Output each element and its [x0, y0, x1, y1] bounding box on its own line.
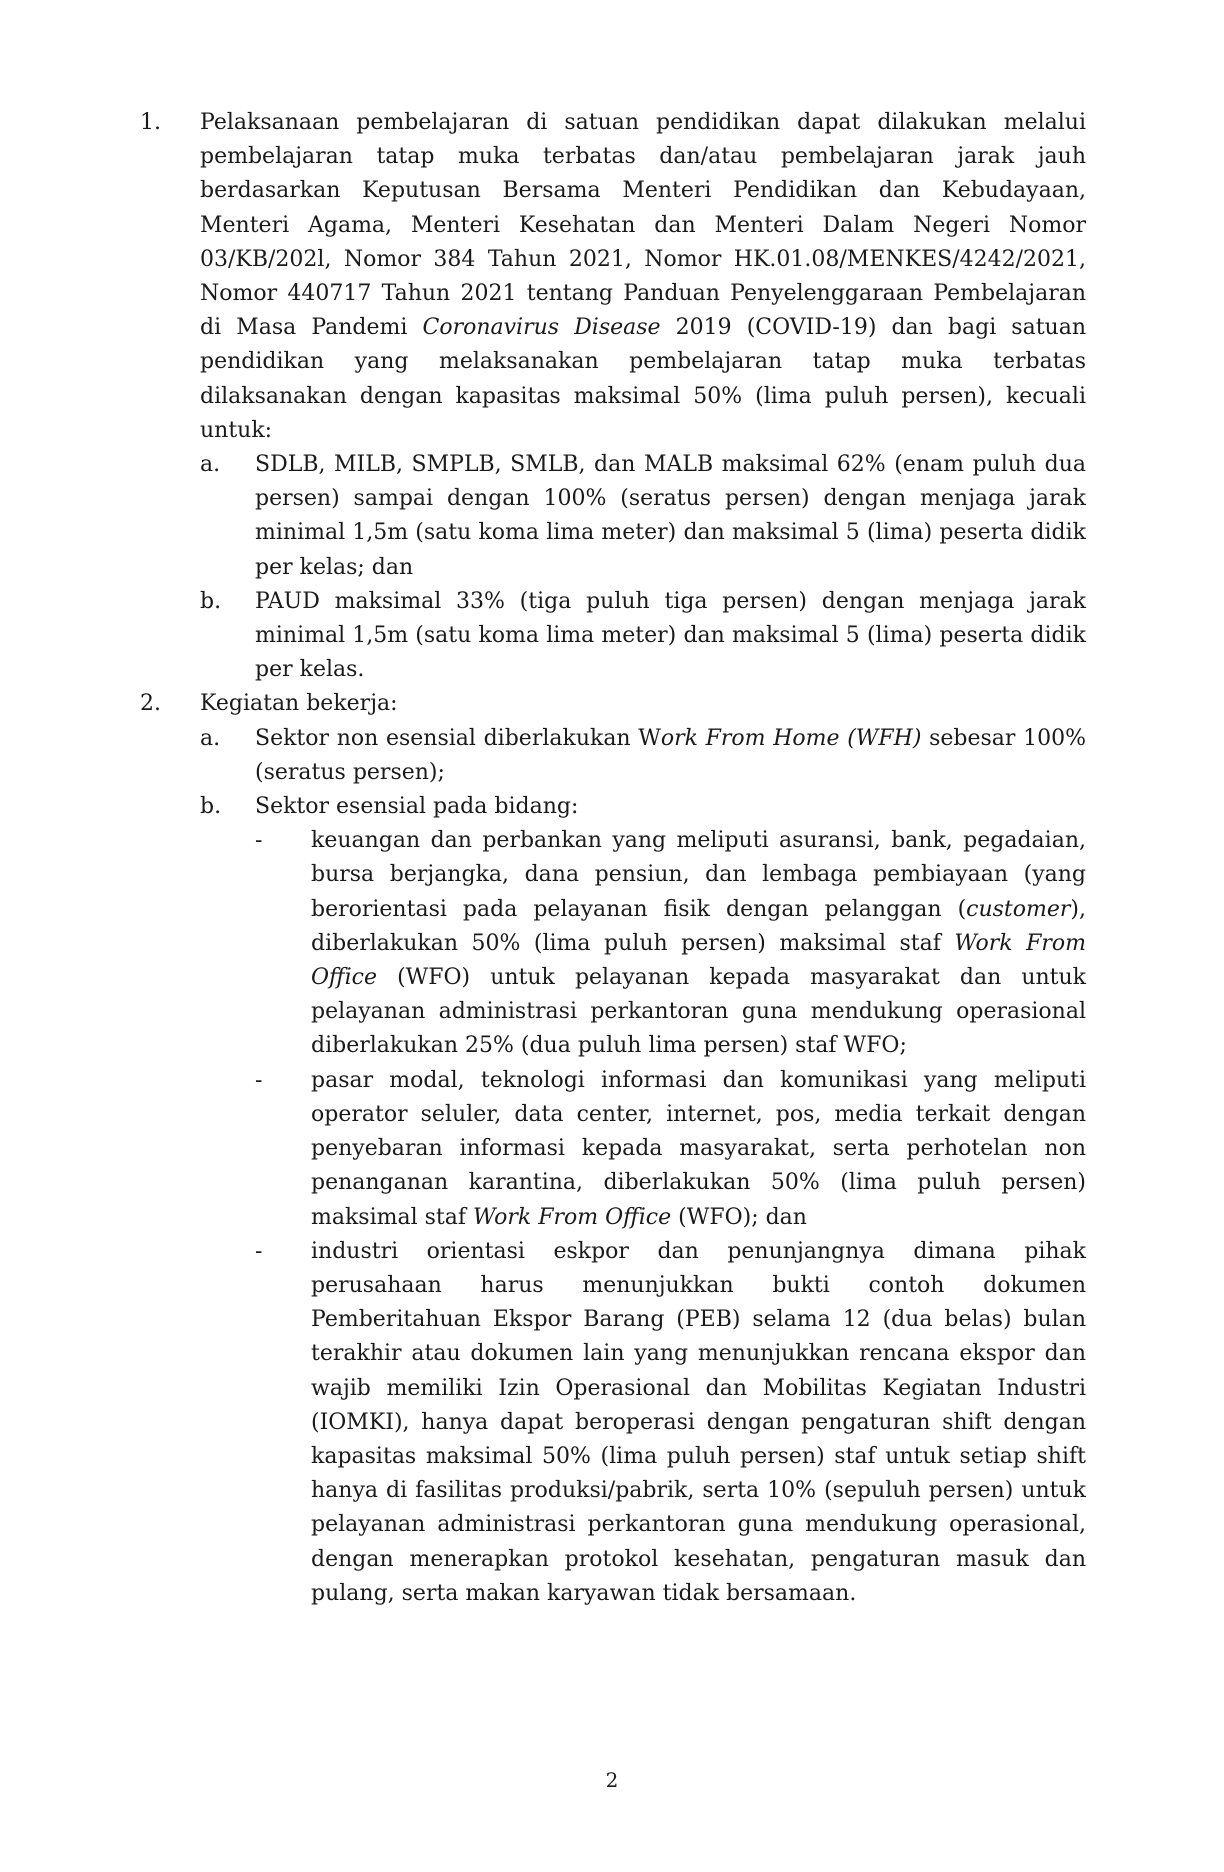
italic-text: customer [966, 896, 1071, 922]
sub-item-text: Sektor esensial pada bidang: [255, 794, 579, 820]
bullet-item-keuangan [255, 824, 1086, 1063]
text-run: (WFO) untuk pelayanan kepada masyarakat dan untuk pelayanan administrasi perkantoran guna mendukung operasional diberlakukan 25% (dua puluh lima persen) staf WFO; [311, 965, 1086, 1059]
list-marker: - [255, 828, 263, 854]
italic-text: Work From Office [473, 1204, 672, 1230]
sub-item-2a [200, 722, 1086, 790]
list-item-1 [140, 106, 1086, 687]
text-run: pasar modal, teknologi informasi dan komunikasi yang meliputi operator seluler, data center, internet, pos, media terkait dengan penyebaran informasi kepada masyarakat, serta perhotelan non penanganan karantina, diberlakukan 50% (lima puluh persen) maksimal staf [311, 1067, 1086, 1230]
list-marker: a. [200, 725, 221, 751]
bullet-item-industri [255, 1235, 1086, 1611]
page-number: 2 [605, 1768, 619, 1792]
text-run: Pelaksanaan pembelajaran di satuan pendidikan dapat dilakukan melalui pembelajaran tatap muka terbatas dan/atau pembelajaran jarak jauh berdasarkan Keputusan Bersama Menteri Pendidikan dan Kebudayaan, Menteri Agama, Menteri Kesehatan dan Menteri Dalam Negeri Nomor 03/KB/202l, Nomor 384 Tahun 2021, Nomor HK.01.08/MENKES/4242/2021, Nomor 440717 Tahun 2021 tentang Panduan Penyelenggaraan Pembelajaran di Masa Pandemi [200, 110, 1086, 341]
sub-item-1a [200, 448, 1086, 585]
list-item-text: Kegiatan bekerja: [200, 691, 398, 717]
text-run: Sektor non esensial diberlakukan W [255, 725, 661, 751]
text-run: keuangan dan perbankan yang meliputi asuransi, bank, pegadaian, bursa berjangka, dana pensiun, dan lembaga pembiayaan (yang berorientasi pada pelayanan fisik dengan pelanggan ( [311, 828, 1086, 922]
text-run: (WFO); dan [671, 1204, 807, 1230]
sub-item-text: PAUD maksimal 33% (tiga puluh tiga persen) dengan menjaga jarak minimal 1,5m (satu koma lima meter) dan maksimal 5 (lima) peserta didik per kelas. [255, 588, 1086, 683]
list-marker: 2. [140, 691, 161, 717]
bullet-item-text [311, 1064, 1086, 1235]
list-item-text [200, 106, 1086, 448]
text-run: sebesar 100% (seratus persen); [255, 725, 1086, 785]
sub-item-text [255, 722, 1086, 790]
sub-item-1b [200, 585, 1086, 688]
text-run: 2019 (COVID-19) dan bagi satuan pendidikan yang melaksanakan pembelajaran tatap muka terbatas dilaksanakan dengan kapasitas maksimal 50% (lima puluh persen), kecuali untuk: [200, 315, 1087, 443]
italic-text: Coronavirus Disease [422, 315, 661, 341]
bullet-item-text: industri orientasi eskpor dan penunjangnya dimana pihak perusahaan harus menunjukkan bukti contoh dokumen Pemberitahuan Ekspor Barang (PEB) selama 12 (dua belas) bulan terakhir atau dokumen lain yang menunjukkan rencana ekspor dan wajib memiliki Izin Operasional dan Mobilitas Kegiatan Industri (IOMKI), hanya dapat beroperasi dengan pengaturan shift dengan kapasitas maksimal 50% (lima puluh persen) staf untuk setiap shift hanya di fasilitas produksi/pabrik, serta 10% (sepuluh persen) untuk pelayanan administrasi perkantoran guna mendukung operasional, dengan menerapkan protokol kesehatan, pengaturan masuk dan pulang, serta makan karyawan tidak bersamaan. [311, 1238, 1086, 1606]
document-body [140, 106, 1086, 1611]
list-marker: a. [200, 452, 221, 478]
italic-text: ork From Home (WFH) [660, 725, 922, 751]
sub-item-2b [200, 790, 1086, 1611]
italic-text: Work From Office [311, 930, 1086, 991]
list-marker: 1. [140, 110, 161, 135]
list-marker: - [255, 1238, 263, 1264]
list-marker: - [255, 1067, 263, 1093]
text-run: ), diberlakukan 50% (lima puluh persen) maksimal staf [311, 896, 1086, 956]
bullet-item-pasar-modal [255, 1064, 1086, 1235]
list-item-2 [140, 687, 1086, 1610]
sub-item-text: SDLB, MILB, SMPLB, SMLB, dan MALB maksimal 62% (enam puluh dua persen) sampai dengan 100% (seratus persen) dengan menjaga jarak minimal 1,5m (satu koma lima meter) dan maksimal 5 (lima) peserta didik per kelas; dan [255, 452, 1086, 580]
bullet-item-text [311, 824, 1086, 1063]
list-marker: b. [200, 794, 222, 820]
list-marker: b. [200, 588, 222, 614]
